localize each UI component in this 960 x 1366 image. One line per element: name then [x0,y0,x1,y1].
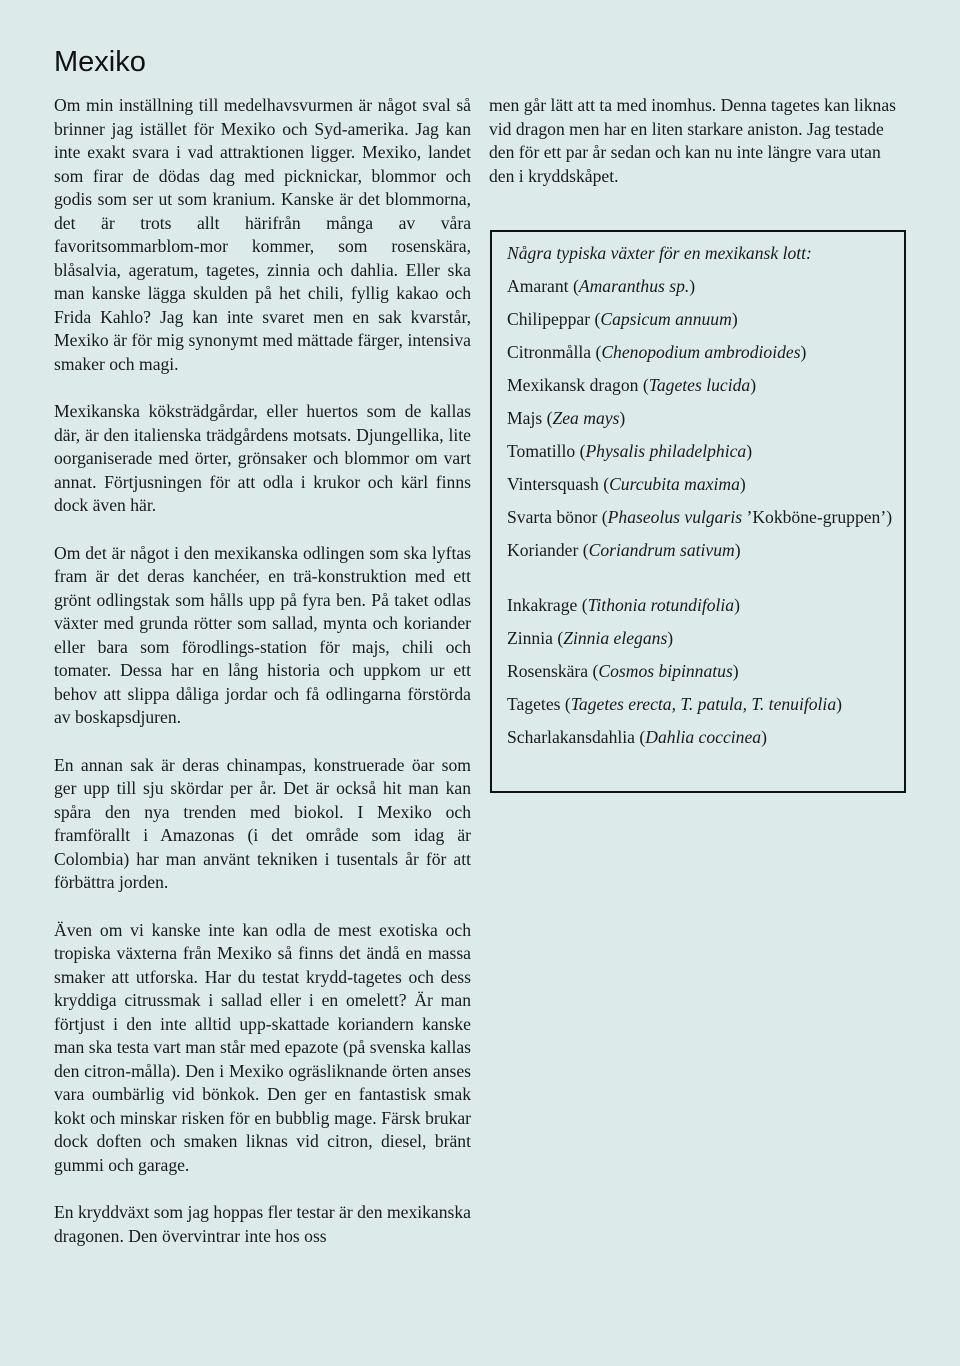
plant-latin-name: Capsicum annuum [600,309,732,329]
plant-group-1 [507,275,894,563]
plant-common-name: Tomatillo [507,441,576,461]
plant-item: Scharlakansdahlia (Dahlia coccinea) [507,727,767,747]
plant-latin-name: Cosmos bipinnatus [598,661,733,681]
plant-common-name: Amarant [507,276,569,296]
plant-latin-name: Coriandrum sativum [588,540,735,560]
plant-common-name: Chilipeppar [507,309,591,329]
plant-common-name: Koriander [507,540,579,560]
plant-common-name: Majs [507,408,543,428]
plant-common-name: Inkakrage [507,595,578,615]
paragraph: Mexikanska köksträdgårdar, eller huertos som de kallas där, är den italienska trädgårdens motsats. Djungellika, lite oorganiserade med örter, grönsaker och blommor om vart annat. Förtjusningen för att odla i krukor och kärl finns dock även här. [54,401,471,515]
plant-common-name: Mexikansk dragon [507,375,639,395]
left-column [54,94,471,1272]
paragraph: Om det är något i den mexikanska odlingen som ska lyftas fram är det deras kanchéer, en trä-konstruktion med ett grönt odlingstak som hålls upp på fyra ben. På taket odlas växter med grunda rötter som sallad, mynta och koriander eller bara som förodlings-station för majs, chili och tomater. Dessa har en lång historia och uppkom ur ett behov att slippa dåliga jordar och få odlingarna förstörda av boskapsdjuren. [54,542,471,727]
plant-latin-name: Tagetes lucida [648,375,751,395]
plant-common-name: Rosenskära [507,661,589,681]
plant-item: Svarta bönor (Phaseolus vulgaris ’Kokböne-gruppen’) [507,507,893,527]
plant-latin-name: Zinnia elegans [563,628,668,648]
plant-common-name: Zinnia [507,628,553,648]
paragraph: En kryddväxt som jag hoppas fler testar är den mexikanska dragonen. Den övervintrar inte hos oss [54,1202,471,1246]
plant-item: Tomatillo (Physalis philadelphica) [507,441,753,461]
plant-group-gap [507,572,894,594]
plant-item: Rosenskära (Cosmos bipinnatus) [507,661,739,681]
plant-cultivar: ’Kokböne-gruppen’ [742,507,887,527]
plant-item: Zinnia (Zinnia elegans) [507,628,674,648]
paragraph: Om min inställning till medelhavsvurmen är något sval så brinner jag istället för Mexiko och Syd-amerika. Jag kan inte exakt svara i vad attraktionen ligger. Mexiko, landet som firar de dödas dag med picknickar, blommor och godis som ser ut som kranium. Kanske är det blommorna, det är trots allt härifrån många av våra favoritsommarblom-mor kommer, som rosenskära, blåsalvia, ageratum, tagetes, zinnia och dahlia. Eller ska man kanske lägga skulden på het chili, fyllig kakao och Frida Kahlo? Jag kan inte svaret men en sak kvarstår, Mexiko är för mig synonymt med mättade färger, intensiva smaker och magi. [54,95,471,374]
paragraph: men går lätt att ta med inomhus. Denna tagetes kan liknas vid dragon men har en liten starkare aniston. Jag testade den för ett par år sedan och kan nu inte längre vara utan den i kryddskåpet. [489,95,896,186]
plant-list-box [490,230,906,793]
plant-item: Inkakrage (Tithonia rotundifolia) [507,595,740,615]
plant-latin-name: Tithonia rotundifolia [587,595,735,615]
plant-group-2 [507,594,894,750]
plant-latin-name: Physalis philadelphica [585,441,747,461]
plant-common-name: Tagetes [507,694,561,714]
plant-latin-name: Amaranthus sp. [578,276,690,296]
paragraph: Även om vi kanske inte kan odla de mest exotiska och tropiska växterna från Mexiko så finns det ändå en massa smaker att utforska. Har du testat krydd-tagetes och dess kryddiga citrussmak i sallad eller i en omelett? Är man förtjust i den inte alltid upp-skattade koriandern kanske man ska testa vart man står med epazote (på svenska kallas den citron-målla). Den i Mexiko ogräsliknande örten anses vara oumbärlig vid bönkok. Den ger en fantastisk smak kokt och minskar risken för en bubblig mage. Färsk brukar dock doften och smaken liknas vid citron, diesel, bränt gummi och garage. [54,919,471,1175]
plant-latin-name: Chenopodium ambrodioides [601,342,801,362]
plant-item: Chilipeppar (Capsicum annuum) [507,309,738,329]
page-title: Mexiko [54,46,146,78]
plant-list-heading: Några typiska växter för en mexikansk lott: [507,243,812,263]
plant-common-name: Svarta bönor [507,507,598,527]
plant-common-name: Scharlakansdahlia [507,727,635,747]
plant-item: Vintersquash (Curcubita maxima) [507,474,746,494]
plant-item: Mexikansk dragon (Tagetes lucida) [507,375,757,395]
plant-common-name: Citronmålla [507,342,592,362]
plant-common-name: Vintersquash [507,474,599,494]
plant-item: Amarant (Amaranthus sp.) [507,276,696,296]
plant-latin-name: Tagetes erecta, T. patula, T. tenuifolia [570,694,837,714]
right-column [489,94,908,212]
plant-item: Majs (Zea mays) [507,408,626,428]
plant-latin-name: Zea mays [552,408,620,428]
plant-item: Citronmålla (Chenopodium ambrodioides) [507,342,807,362]
plant-latin-name: Curcubita maxima [609,474,740,494]
plant-item: Tagetes (Tagetes erecta, T. patula, T. tenuifolia) [507,694,842,714]
paragraph: En annan sak är deras chinampas, konstruerade öar som ger upp till sju skördar per år. Det är också hit man kan spåra den nya trenden med biokol. I Mexiko och framförallt i Amazonas (i det område som idag är Colombia) har man använt tekniken i tusentals år för att förbättra jorden. [54,754,471,892]
plant-latin-name: Phaseolus vulgaris [607,507,743,527]
plant-latin-name: Dahlia coccinea [645,727,762,747]
plant-item: Koriander (Coriandrum sativum) [507,540,741,560]
